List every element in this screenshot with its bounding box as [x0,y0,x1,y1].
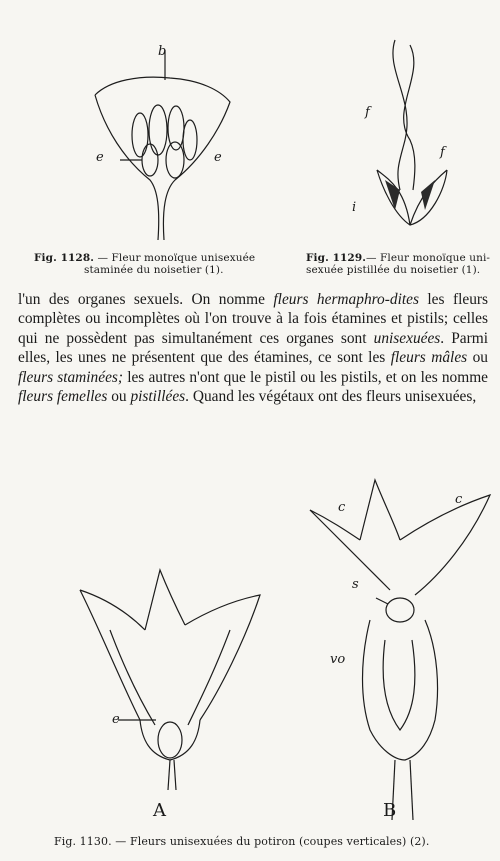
fig1129-label-i: i [352,200,357,215]
fig1128-caption [34,252,294,276]
body-seg-7: . Quand les végétaux ont des fleurs unisexuées, [185,388,477,406]
term-fleurs-femelles: fleurs femelles [18,388,108,406]
figure-1130b-illustration [300,480,500,820]
fig1130-label-c-left: c [338,500,346,515]
fig1129-caption [306,252,500,276]
fig1129-label-f-lower: f [440,145,445,160]
fig1130-label-s: s [352,577,359,592]
fig1128-caption-line1: — Fleur monoïque unisexuée [97,252,256,264]
fig1129-label-f-upper: f [365,105,370,120]
fig1129-caption-line2: sexuée pistillée du noisetier (1). [306,264,481,276]
body-seg-4: ou [467,349,488,367]
fig1128-caption-line2: staminée du noisetier (1). [84,264,224,276]
term-pistillees: pistillées [130,388,186,406]
fig1130-label-c-right: c [455,492,463,507]
fig1128-label-b: b [158,44,167,59]
fig1130-label-e: e [112,712,120,727]
body-seg-2: les fleurs complètes ou incomplètes où l'on trouve à la fois étamines et pistils; celles qui ne possèdent pas simultanément ces organes sont [18,291,488,347]
fig1130-caption: Fig. 1130. — Fleurs unisexuées du potiron (coupes verticales) (2). [54,835,430,848]
term-unisexuees: unisexuées [373,329,441,347]
figure-1130a-illustration [70,570,270,790]
body-seg-3: . Parmi elles, les unes ne présentent que des étamines, ce sont les [18,329,488,367]
figure-1129-illustration [355,40,465,240]
fig1130-label-A: A [153,800,166,821]
term-fleurs-hermaphrodites: fleurs hermaphro-dites [273,291,419,308]
body-paragraph [18,290,488,406]
term-fleurs-staminees: fleurs staminées; [18,368,124,386]
body-seg-5: les autres n'ont que le pistil ou les pistils, et on les nomme [123,368,488,386]
fig1128-label-e-left: e [96,150,104,165]
fig1130-label-vo: vo [330,652,346,667]
body-seg-1: l'un des organes sexuels. On nomme [18,291,274,308]
fig1130-label-B: B [383,800,397,821]
fig1128-number: Fig. 1128. [34,252,94,264]
fig1129-caption-line1: — Fleur monoïque uni- [365,252,491,264]
body-seg-6: ou [107,388,131,406]
term-fleurs-males: fleurs mâles [390,349,468,367]
fig1129-number: Fig. 1129. [306,252,366,264]
fig1128-label-e-right: e [214,150,222,165]
figure-1128-illustration [80,40,250,240]
